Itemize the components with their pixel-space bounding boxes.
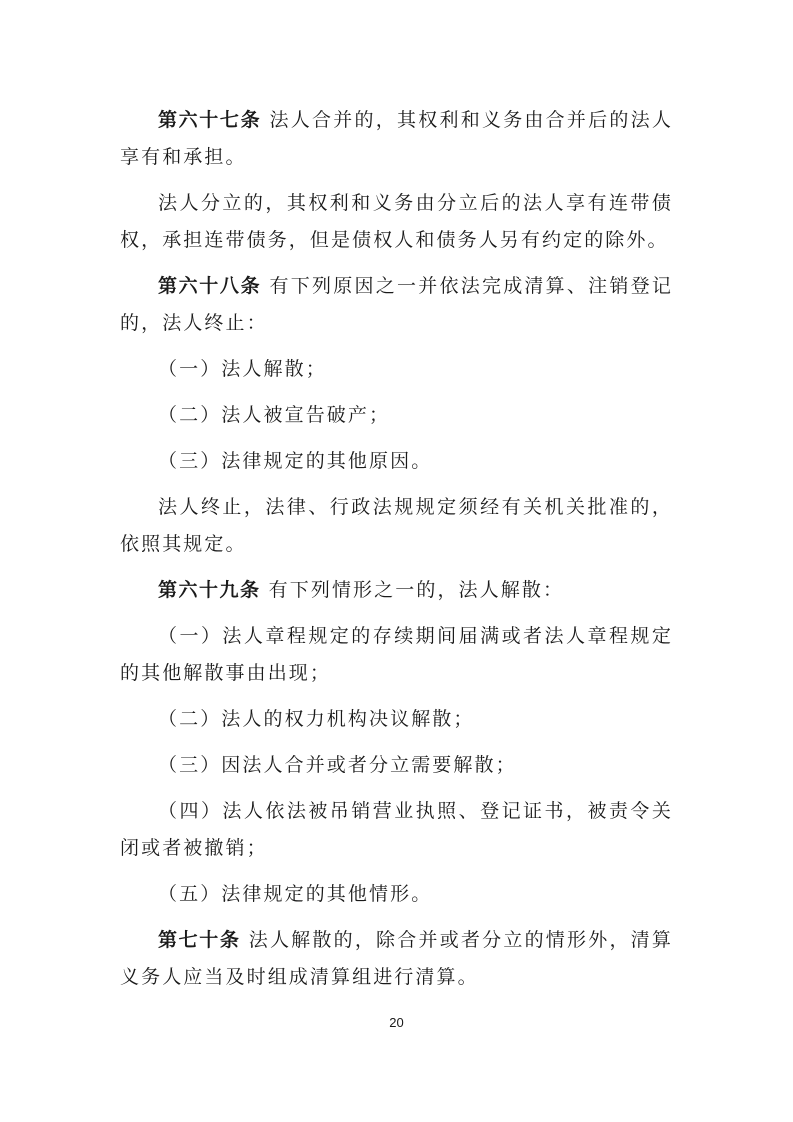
article-heading: 第七十条: [158, 929, 241, 951]
paragraph-text: 有下列情形之一的，法人解散：: [268, 579, 565, 601]
article-heading: 第六十九条: [158, 579, 261, 601]
paragraph-text: （三）因法人合并或者分立需要解散；: [158, 754, 517, 776]
paragraph-article-67: [120, 102, 673, 176]
document-body: [120, 102, 673, 1005]
paragraph-text: 法人分立的，其权利和义务由分立后的法人享有连带债权，承担连带债务，但是债权人和债务人另有约定的除外。: [120, 192, 673, 251]
paragraph-text: （一）法人解散；: [158, 358, 327, 380]
paragraph: [120, 489, 673, 563]
list-item: [120, 876, 673, 913]
list-item: [120, 793, 673, 867]
page-number: 20: [389, 1015, 404, 1030]
list-item: [120, 397, 673, 434]
paragraph-text: 法人终止，法律、行政法规规定须经有关机关批准的，依照其规定。: [120, 496, 673, 555]
article-heading: 第六十八条: [158, 275, 262, 297]
list-item: [120, 351, 673, 388]
paragraph-text: （四）法人依法被吊销营业执照、登记证书，被责令关闭或者被撤销；: [120, 800, 673, 859]
list-item: [120, 701, 673, 738]
paragraph-text: 法人合并的，其权利和义务由合并后的法人享有和承担。: [120, 109, 673, 168]
article-heading: 第六十七条: [158, 109, 262, 131]
list-item: [120, 443, 673, 480]
paragraph-text: （二）法人的权力机构决议解散；: [158, 708, 475, 730]
paragraph-article-70: [120, 922, 673, 996]
paragraph-text: （二）法人被宣告破产；: [158, 404, 391, 426]
paragraph-text: （一）法人章程规定的存续期间届满或者法人章程规定的其他解散事由出现；: [120, 625, 673, 684]
paragraph-article-68: [120, 268, 673, 342]
paragraph-article-69: [120, 572, 673, 609]
paragraph-text: （三）法律规定的其他原因。: [158, 450, 433, 472]
paragraph-text: 法人解散的，除合并或者分立的情形外，清算义务人应当及时组成清算组进行清算。: [120, 929, 673, 988]
paragraph-text: （五）法律规定的其他情形。: [158, 883, 433, 905]
paragraph: [120, 185, 673, 259]
paragraph-text: 有下列原因之一并依法完成清算、注销登记的，法人终止：: [120, 275, 673, 334]
list-item: [120, 747, 673, 784]
list-item: [120, 618, 673, 692]
